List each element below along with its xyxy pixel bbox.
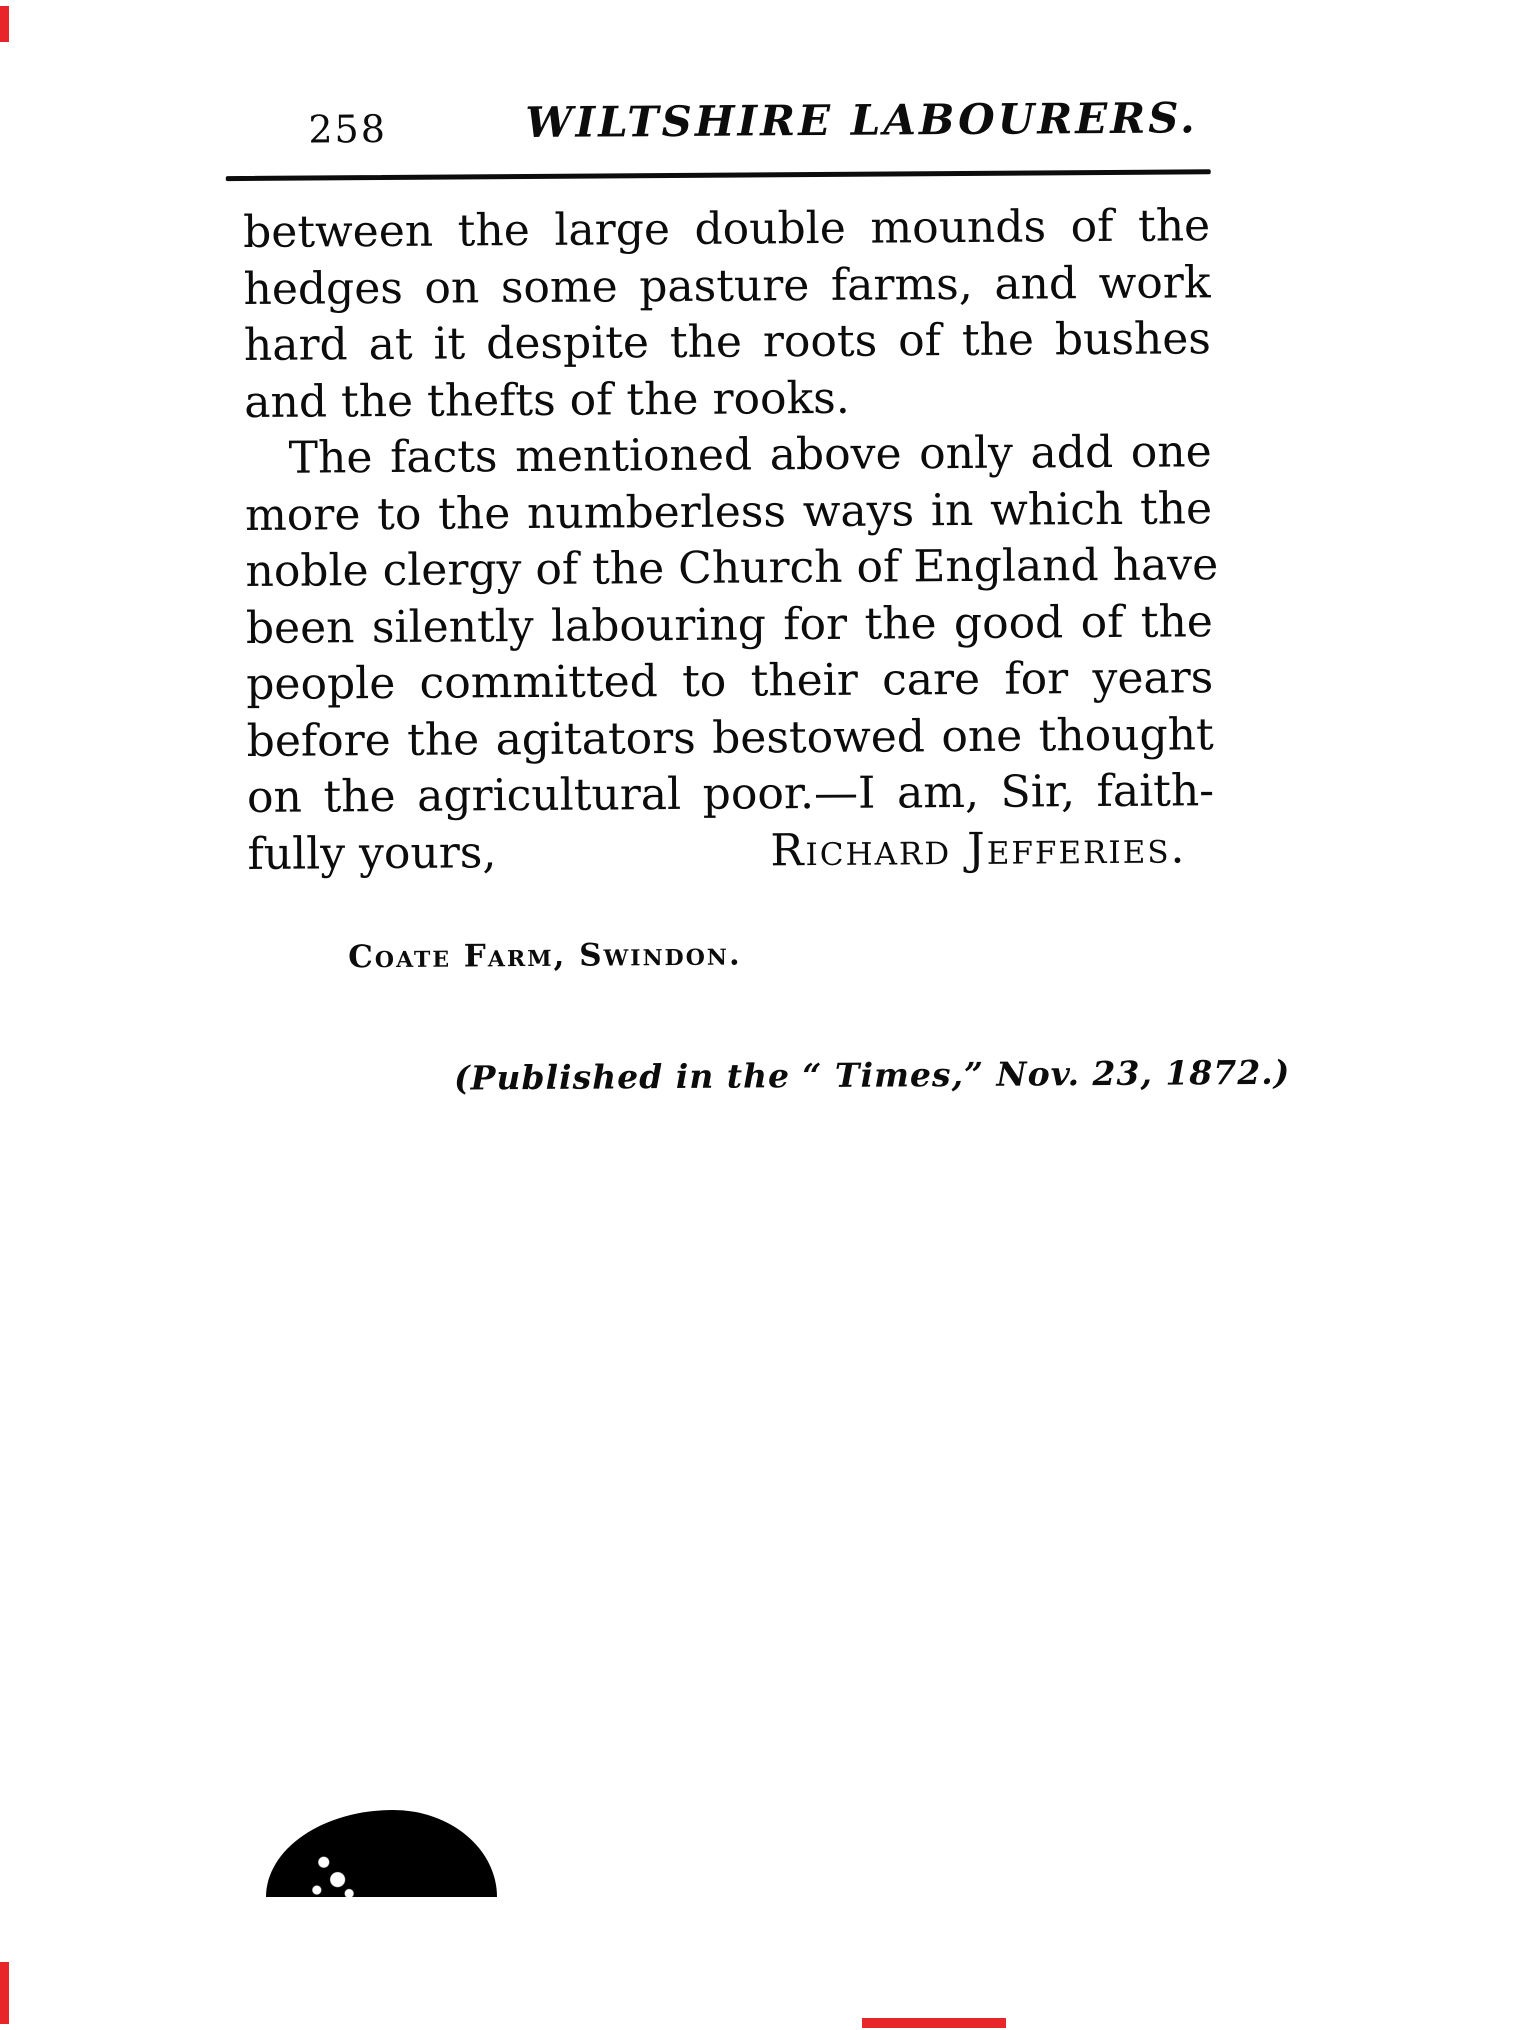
red-scan-mark <box>0 1962 9 2024</box>
body-line: before the agitators bestowed one thought <box>246 708 1214 767</box>
body-text <box>242 198 1219 883</box>
body-line: The facts mentioned above only add one <box>288 426 1212 484</box>
body-line: and the thefts of the rooks. <box>244 372 850 428</box>
body-line: hard at it despite the roots of the bushes <box>243 313 1212 372</box>
running-header-title: WILTSHIRE LABOURERS. <box>525 93 1198 148</box>
body-line: hedges on some pasture farms, and work <box>243 256 1211 315</box>
signature-line <box>247 820 1214 883</box>
body-line: more to the numberless ways in which the <box>244 482 1213 541</box>
header-rule <box>226 169 1211 181</box>
body-line: between the large double mounds of the <box>242 200 1211 259</box>
red-scan-mark <box>862 2018 1006 2028</box>
body-line: noble clergy of the Church of England have <box>245 539 1219 597</box>
page-number: 258 <box>308 107 388 152</box>
body-line: people committed to their care for years <box>246 652 1214 710</box>
author-name: Richard Jefferies. <box>770 821 1187 876</box>
publication-note: (Published in the “ Times,” Nov. 23, 1872.) <box>453 1052 1291 1098</box>
signature-closing: fully yours, <box>247 826 497 880</box>
red-scan-mark <box>0 6 9 42</box>
body-line: on the agricultural poor.—I am, Sir, faith- <box>246 765 1215 823</box>
body-line: been silently labouring for the good of the <box>245 595 1214 654</box>
address-line: Coate Farm, Swindon. <box>348 936 742 976</box>
